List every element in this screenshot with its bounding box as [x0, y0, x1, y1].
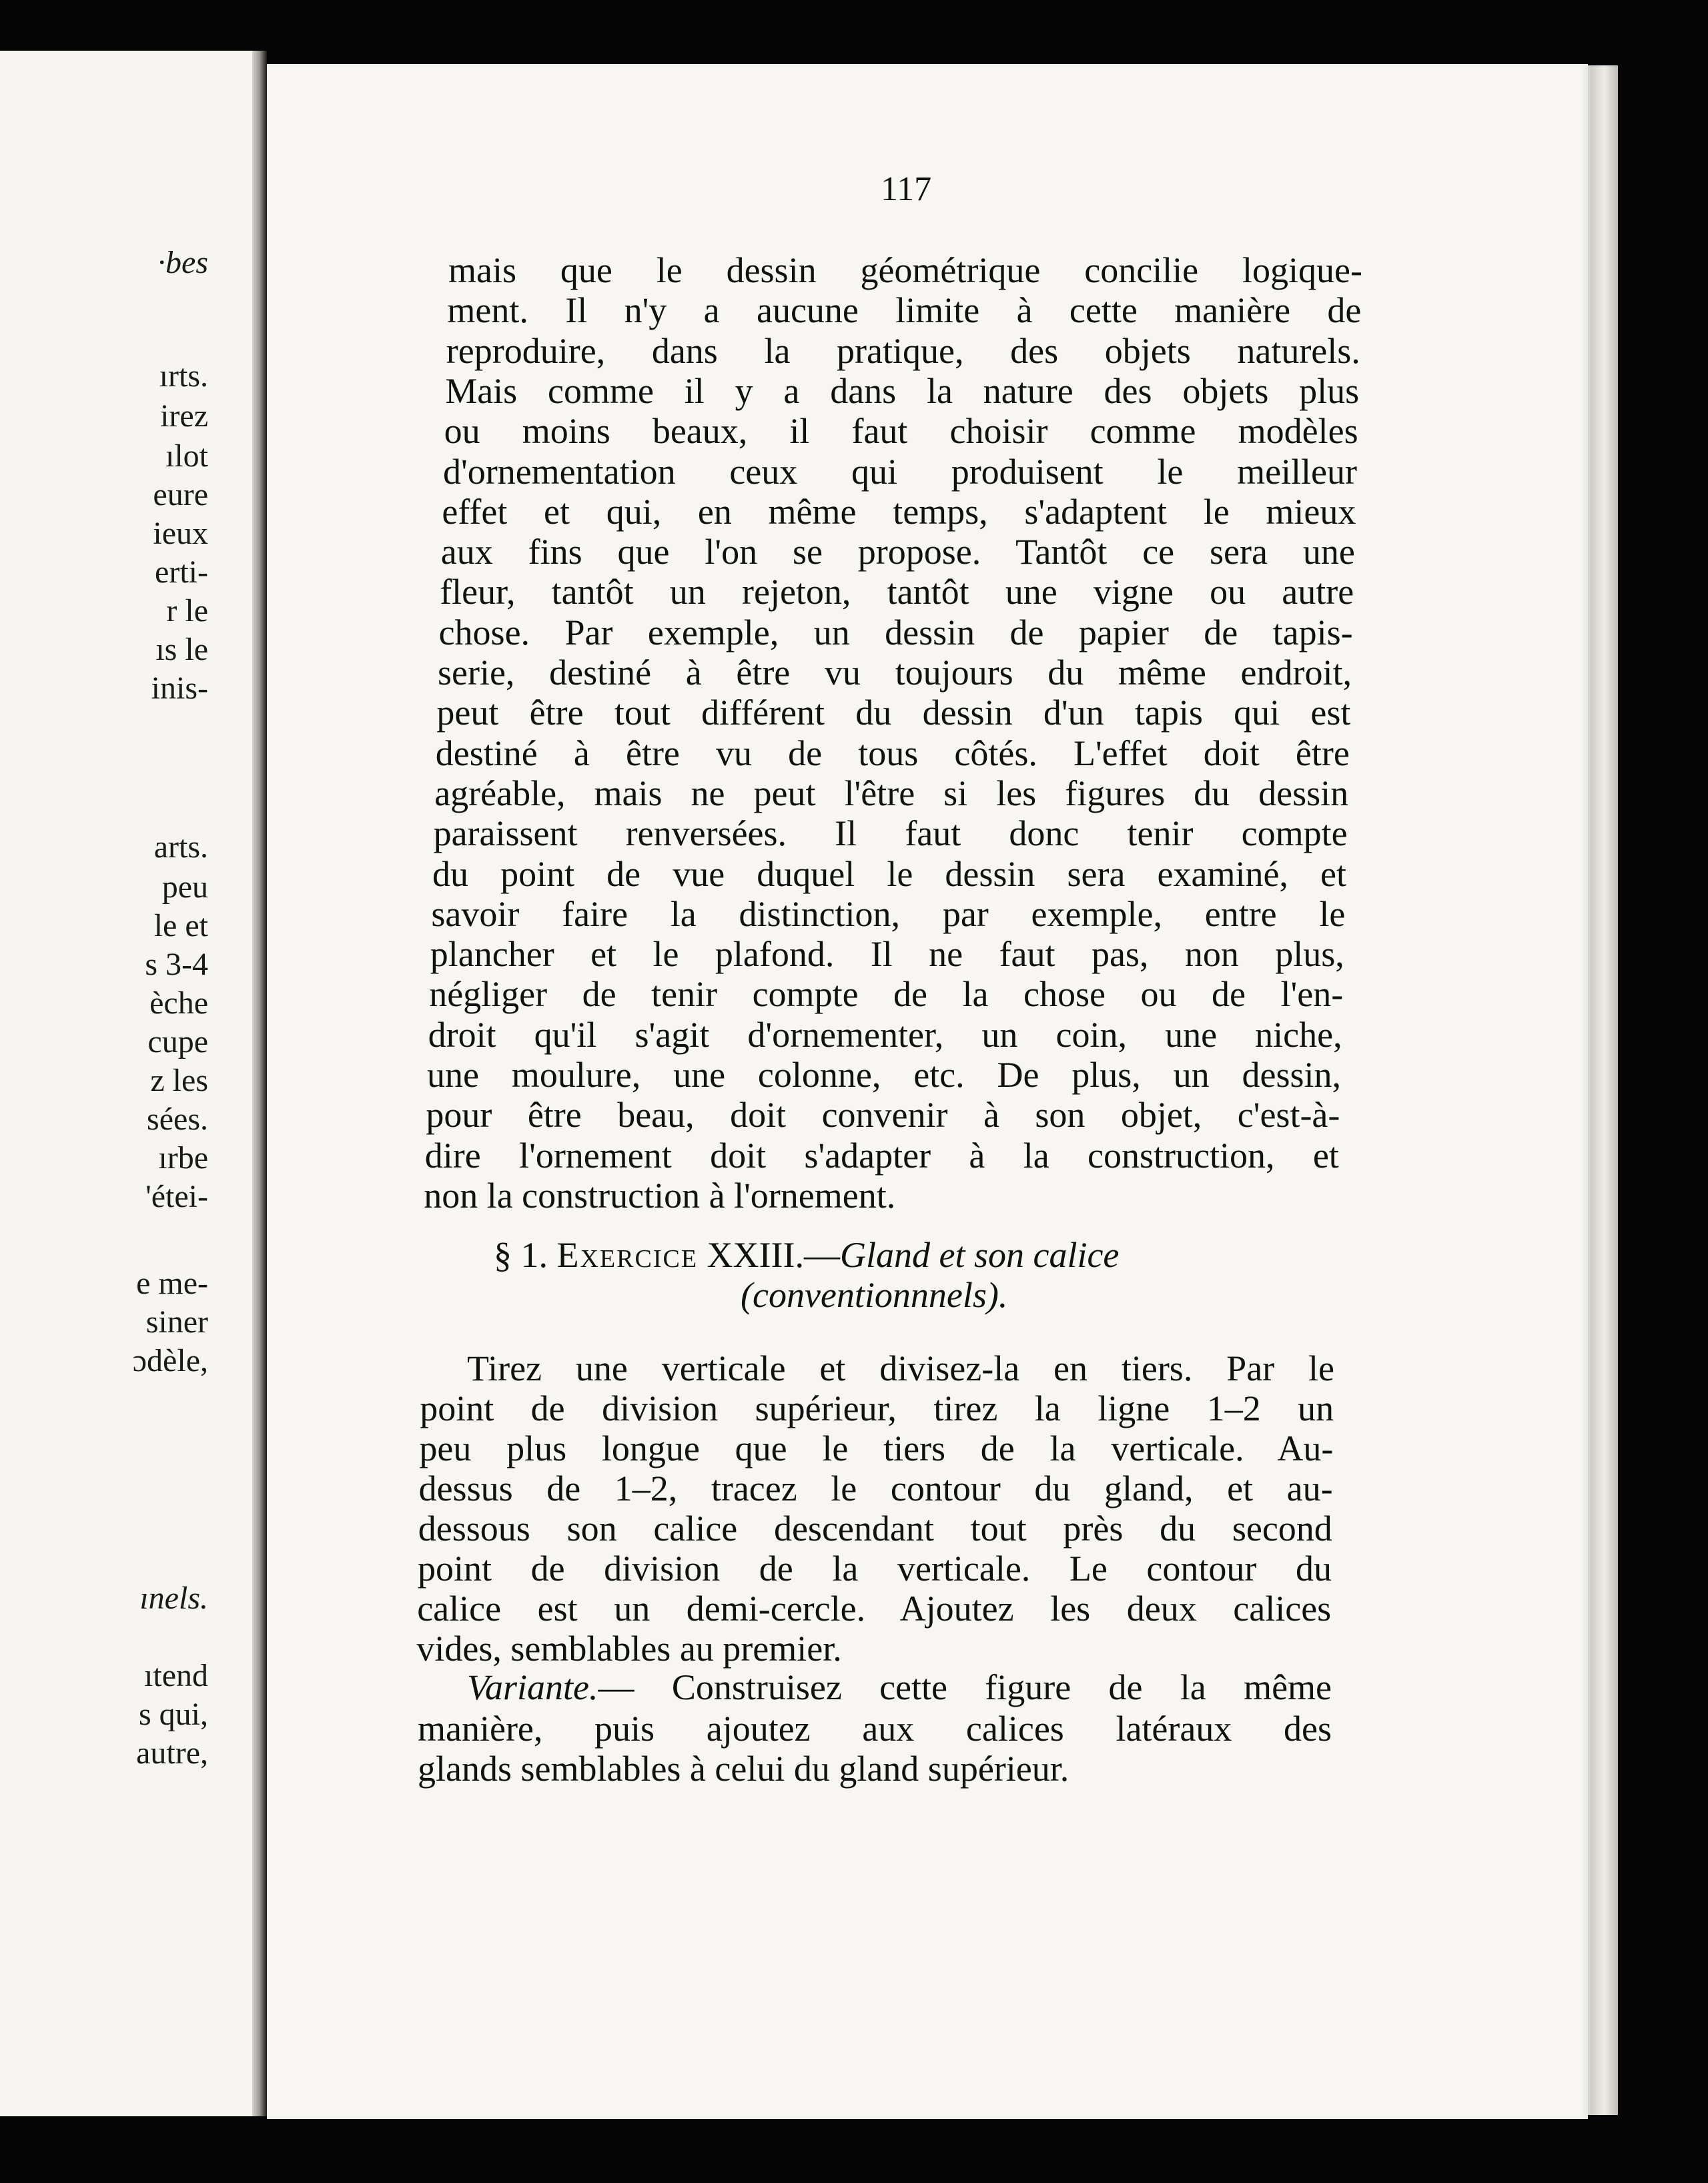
text-line: glands semblables à celui du gland supérieur.: [418, 1749, 1070, 1789]
text-line: ou moins beaux, il faut choisir comme modèles: [444, 411, 1358, 452]
left-page-line: ırbe: [158, 1140, 208, 1176]
exercise-title-line2: (conventionnnels).: [741, 1275, 1008, 1315]
left-page-line: s 3-4: [145, 947, 208, 982]
text-line: vides, semblables au premier.: [416, 1629, 842, 1669]
text-line: paraissent renversées. Il faut donc tenir compte: [433, 813, 1348, 854]
left-page-line: sées.: [147, 1102, 208, 1137]
text-line: Tirez une verticale et divisez-la en tiers. Par le: [467, 1348, 1334, 1388]
variante-text: Construisez cette figure de la même: [671, 1667, 1332, 1707]
variante-line: [467, 1668, 1332, 1707]
heading-dash: —: [804, 1235, 840, 1275]
text-line: peut être tout différent du dessin d'un tapis qui est: [436, 693, 1351, 733]
text-line: dessus de 1–2, tracez le contour du gland, et au-: [418, 1468, 1333, 1508]
left-page-line: ieux: [153, 516, 208, 551]
text-line: d'ornementation ceux qui produisent le meilleur: [443, 451, 1357, 492]
left-page-line: 'étei-: [145, 1179, 208, 1214]
exercise-label: Exercice: [556, 1235, 699, 1275]
text-line: agréable, mais ne peut l'être si les figures du dessin: [434, 773, 1349, 813]
text-line: point de division supérieur, tirez la ligne 1–2 un: [420, 1388, 1334, 1428]
left-page-line: cupe: [147, 1024, 208, 1059]
text-line: droit qu'il s'agit d'ornementer, un coin, une niche,: [428, 1014, 1342, 1055]
left-page-line: le et: [153, 908, 208, 943]
text-line: savoir faire la distinction, par exemple, entre le: [431, 893, 1346, 934]
left-page-line: e me-: [136, 1266, 208, 1301]
exercise-title: Gland et son calice: [840, 1235, 1120, 1275]
text-line: dire l'ornement doit s'adapter à la construction, et: [424, 1135, 1339, 1176]
text-line: effet et qui, en même temps, s'adaptent le mieux: [442, 491, 1356, 532]
text-line: chose. Par exemple, un dessin de papier de tapis-: [438, 612, 1353, 652]
left-page-line: irez: [160, 398, 208, 434]
left-page-line: erti-: [155, 554, 208, 590]
text-line: serie, destiné à être vu toujours du même endroit,: [438, 652, 1352, 693]
left-page-line: ıs le: [155, 632, 208, 667]
text-line: du point de vue duquel le dessin sera examiné, et: [432, 853, 1346, 894]
text-line: ment. Il n'y a aucune limite à cette manière de: [447, 290, 1362, 331]
left-page-line: ·bes: [157, 245, 208, 280]
variante-dash: —: [598, 1667, 634, 1707]
text-line: peu plus longue que le tiers de la verticale. Au-: [419, 1428, 1334, 1468]
section-mark: § 1.: [494, 1235, 548, 1275]
left-page-fragment: [0, 51, 262, 2116]
text-line: plancher et le plafond. Il ne faut pas, non plus,: [430, 934, 1344, 975]
left-page-line: siner: [145, 1304, 208, 1340]
left-page-line: autre,: [136, 1735, 208, 1771]
left-page-line: arts.: [153, 829, 208, 865]
text-line: une moulure, une colonne, etc. De plus, un dessin,: [427, 1055, 1341, 1095]
book-gutter: [252, 51, 267, 2116]
left-page-line: r le: [166, 593, 208, 628]
text-line: dessous son calice descendant tout près du second: [418, 1508, 1332, 1549]
exercise-heading: [494, 1236, 1119, 1274]
text-line: fleur, tantôt un rejeton, tantôt une vigne ou autre: [440, 572, 1354, 612]
text-line: point de division de la verticale. Le contour du: [418, 1549, 1332, 1589]
text-line: destiné à être vu de tous côtés. L'effet doit être: [435, 733, 1350, 773]
left-page-line: ɔdèle,: [132, 1343, 208, 1378]
left-page-line: z les: [150, 1063, 208, 1098]
page-number: 117: [881, 170, 932, 208]
left-page-line: èche: [149, 985, 208, 1021]
left-page-line: s qui,: [138, 1697, 208, 1732]
text-line: non la construction à l'ornement.: [424, 1175, 896, 1216]
left-page-line: peu: [161, 869, 208, 905]
exercise-number: XXIII.: [707, 1235, 804, 1275]
left-page-line: ıtend: [144, 1658, 208, 1693]
left-page-line: ınels.: [139, 1581, 208, 1616]
variante-label: Variante.: [467, 1667, 598, 1707]
text-line: Mais comme il y a dans la nature des objets plus: [445, 370, 1360, 411]
left-page-line: ırts.: [159, 358, 208, 394]
text-line: calice est un demi-cercle. Ajoutez les deux calices: [417, 1589, 1332, 1629]
text-line: pour être beau, doit convenir à son objet, c'est-à-: [426, 1095, 1340, 1136]
text-line: mais que le dessin géométrique concilie logique-: [448, 250, 1362, 290]
left-page-line: eure: [153, 477, 208, 512]
text-line: reproduire, dans la pratique, des objets naturels.: [446, 330, 1360, 371]
left-page-line: inis-: [151, 671, 208, 706]
text-line: aux fins que l'on se propose. Tantôt ce sera une: [440, 532, 1355, 572]
text-line: manière, puis ajoutez aux calices latéraux des: [418, 1709, 1332, 1749]
text-line: négliger de tenir compte de la chose ou de l'en-: [429, 974, 1344, 1015]
left-page-line: ılot: [165, 438, 208, 474]
